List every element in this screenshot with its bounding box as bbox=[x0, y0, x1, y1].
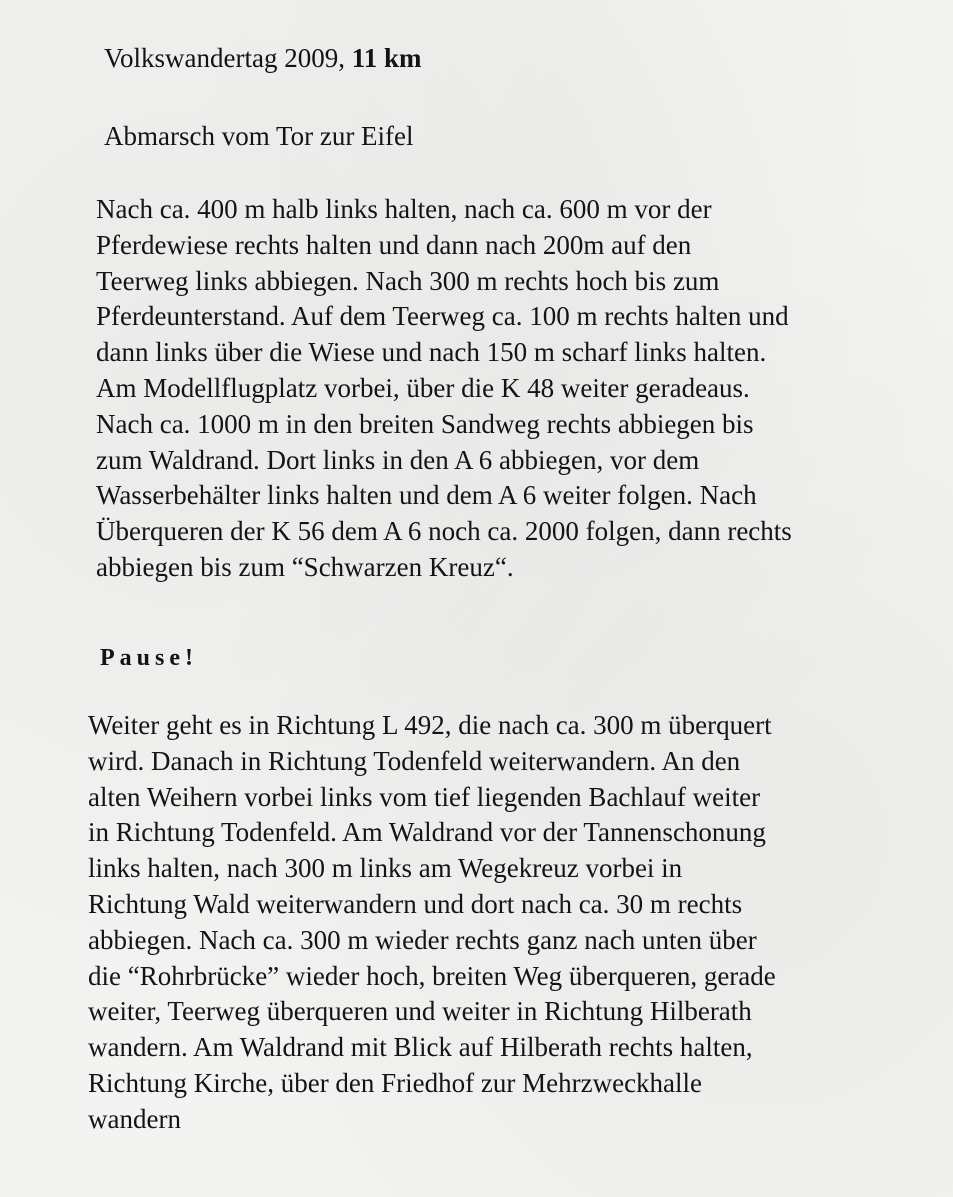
text-line: Richtung Kirche, über den Friedhof zur Mehrzweckhalle bbox=[88, 1067, 703, 1098]
text-line: die “Rohrbrücke” wieder hoch, breiten Weg überqueren, gerade bbox=[88, 960, 776, 991]
text-line: abbiegen. Nach ca. 300 m wieder rechts ganz nach unten über bbox=[88, 924, 757, 955]
route-paragraph-1 bbox=[96, 192, 792, 586]
text-line: weiter, Teerweg überqueren und weiter in Richtung Hilberath bbox=[88, 996, 752, 1027]
document-title bbox=[104, 40, 422, 76]
text-line: Wasserbehälter links halten und dem A 6 weiter folgen. Nach bbox=[96, 480, 757, 511]
text-line: wird. Danach in Richtung Todenfeld weiterwandern. An den bbox=[88, 745, 741, 776]
title-distance: 11 km bbox=[351, 43, 422, 73]
text-line: Pferdewiese rechts halten und dann nach 200m auf den bbox=[96, 229, 692, 260]
text-line: Teerweg links abbiegen. Nach 300 m rechts hoch bis zum bbox=[96, 265, 720, 296]
text-line: abbiegen bis zum “Schwarzen Kreuz“. bbox=[96, 551, 514, 582]
text-line: Nach ca. 1000 m in den breiten Sandweg rechts abbiegen bis bbox=[96, 408, 754, 439]
title-text: Volkswandertag 2009, bbox=[104, 43, 352, 73]
text-line: Pferdeunterstand. Auf dem Teerweg ca. 100 m rechts halten und bbox=[96, 301, 789, 332]
document-subtitle: Abmarsch vom Tor zur Eifel bbox=[104, 121, 414, 151]
text-line: Richtung Wald weiterwandern und dort nach ca. 30 m rechts bbox=[88, 888, 743, 919]
text-line: zum Waldrand. Dort links in den A 6 abbiegen, vor dem bbox=[96, 444, 700, 475]
text-line: Überqueren der K 56 dem A 6 noch ca. 2000 folgen, dann rechts bbox=[96, 516, 792, 547]
text-line: Nach ca. 400 m halb links halten, nach ca. 600 m vor der bbox=[96, 194, 712, 224]
pause-heading: Pause! bbox=[100, 645, 198, 671]
text-line: in Richtung Todenfeld. Am Waldrand vor der Tannenschonung bbox=[88, 817, 766, 848]
route-paragraph-2 bbox=[88, 708, 776, 1138]
text-line: links halten, nach 300 m links am Wegekreuz vorbei in bbox=[88, 853, 683, 884]
text-line: Weiter geht es in Richtung L 492, die nach ca. 300 m überquert bbox=[88, 710, 772, 740]
text-line: Am Modellflugplatz vorbei, über die K 48 weiter geradeaus. bbox=[96, 372, 750, 403]
text-line: wandern bbox=[88, 1103, 181, 1134]
text-line: alten Weihern vorbei links vom tief liegenden Bachlauf weiter bbox=[88, 781, 761, 812]
text-line: wandern. Am Waldrand mit Blick auf Hilberath rechts halten, bbox=[88, 1032, 753, 1063]
text-line: dann links über die Wiese und nach 150 m scharf links halten. bbox=[96, 337, 767, 368]
